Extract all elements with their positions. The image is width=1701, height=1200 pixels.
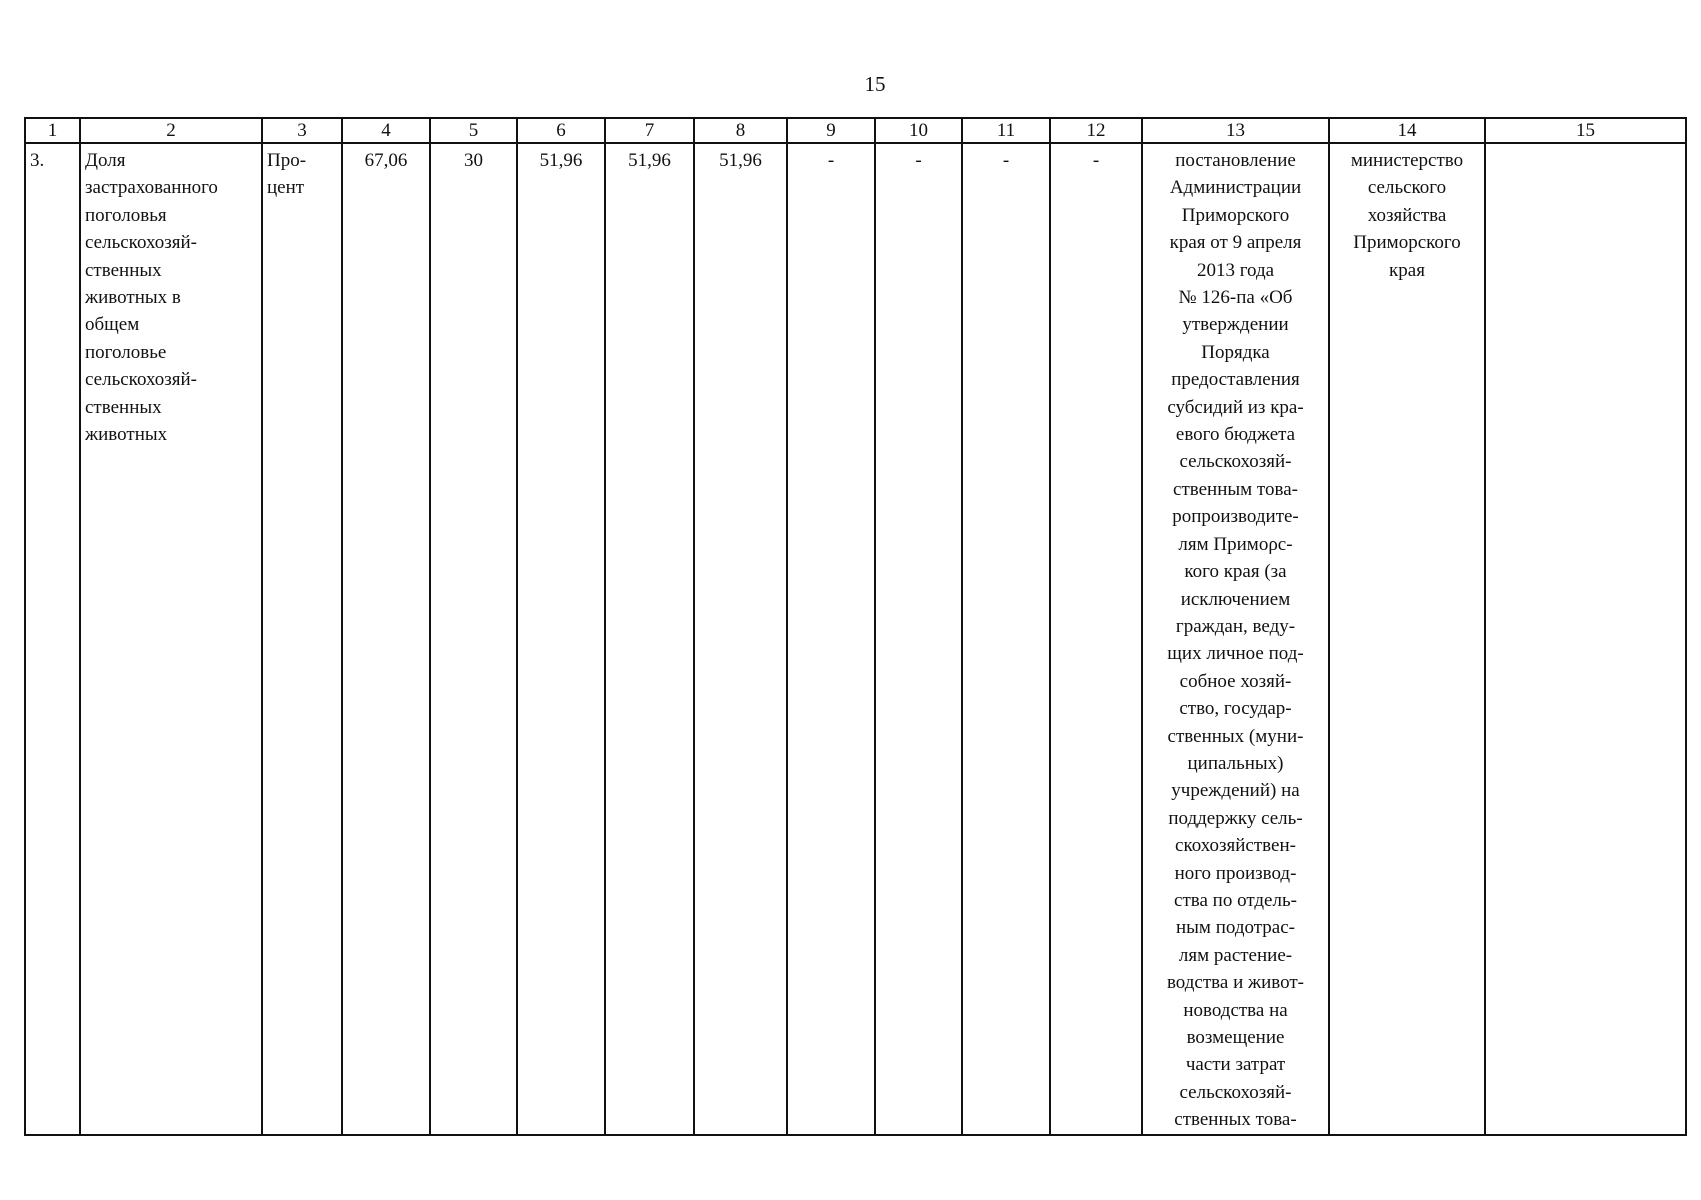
column-header-7: 7 — [605, 118, 694, 143]
value-cell-12: - — [1050, 143, 1142, 1135]
column-header-12: 12 — [1050, 118, 1142, 143]
value-cell-10: - — [875, 143, 962, 1135]
column-number-row — [25, 118, 1686, 143]
column-header-8: 8 — [694, 118, 787, 143]
indicator-name-cell: Доля застрахованного поголовья сельскохозяй- ственных животных в общем поголовье сельскохозяй- ственных животных — [80, 143, 262, 1135]
column-header-13: 13 — [1142, 118, 1329, 143]
value-cell-4: 67,06 — [342, 143, 430, 1135]
column-header-6: 6 — [517, 118, 605, 143]
value-cell-6: 51,96 — [517, 143, 605, 1135]
column-header-11: 11 — [962, 118, 1050, 143]
legal-basis-cell: постановление Администрации Приморского края от 9 апреля 2013 года № 126-па «Об утверждении Порядка предоставления субсидий из кра- евого бюджета сельскохозяй- ственным това- ропроизводите- лям Примορс- кого края (за исключением граждан, веду- щих личное под- собное хозяй- ство, государ- ственных (муни- ципальных) учреждений) на поддержку сель- скохозяйствен- ного производ- ства по отдель- ным подотрас- лям растение- водства и живот- новодства на возмещение части затрат сельскохозяй- ственных това- — [1142, 143, 1329, 1135]
value-cell-5: 30 — [430, 143, 517, 1135]
value-cell-8: 51,96 — [694, 143, 787, 1135]
responsible-body-cell: министерство сельского хозяйства Приморского края — [1329, 143, 1485, 1135]
column-header-1: 1 — [25, 118, 80, 143]
column-header-4: 4 — [342, 118, 430, 143]
column-header-2: 2 — [80, 118, 262, 143]
column-header-5: 5 — [430, 118, 517, 143]
notes-cell — [1485, 143, 1686, 1135]
row-number-cell: 3. — [25, 143, 80, 1135]
page-number: 15 — [864, 72, 886, 96]
column-header-9: 9 — [787, 118, 875, 143]
column-header-3: 3 — [262, 118, 342, 143]
value-cell-7: 51,96 — [605, 143, 694, 1135]
column-header-10: 10 — [875, 118, 962, 143]
indicators-table — [24, 117, 1687, 1136]
unit-cell: Про- цент — [262, 143, 342, 1135]
table-row — [25, 143, 1686, 1135]
column-header-14: 14 — [1329, 118, 1485, 143]
value-cell-9: - — [787, 143, 875, 1135]
value-cell-11: - — [962, 143, 1050, 1135]
column-header-15: 15 — [1485, 118, 1686, 143]
